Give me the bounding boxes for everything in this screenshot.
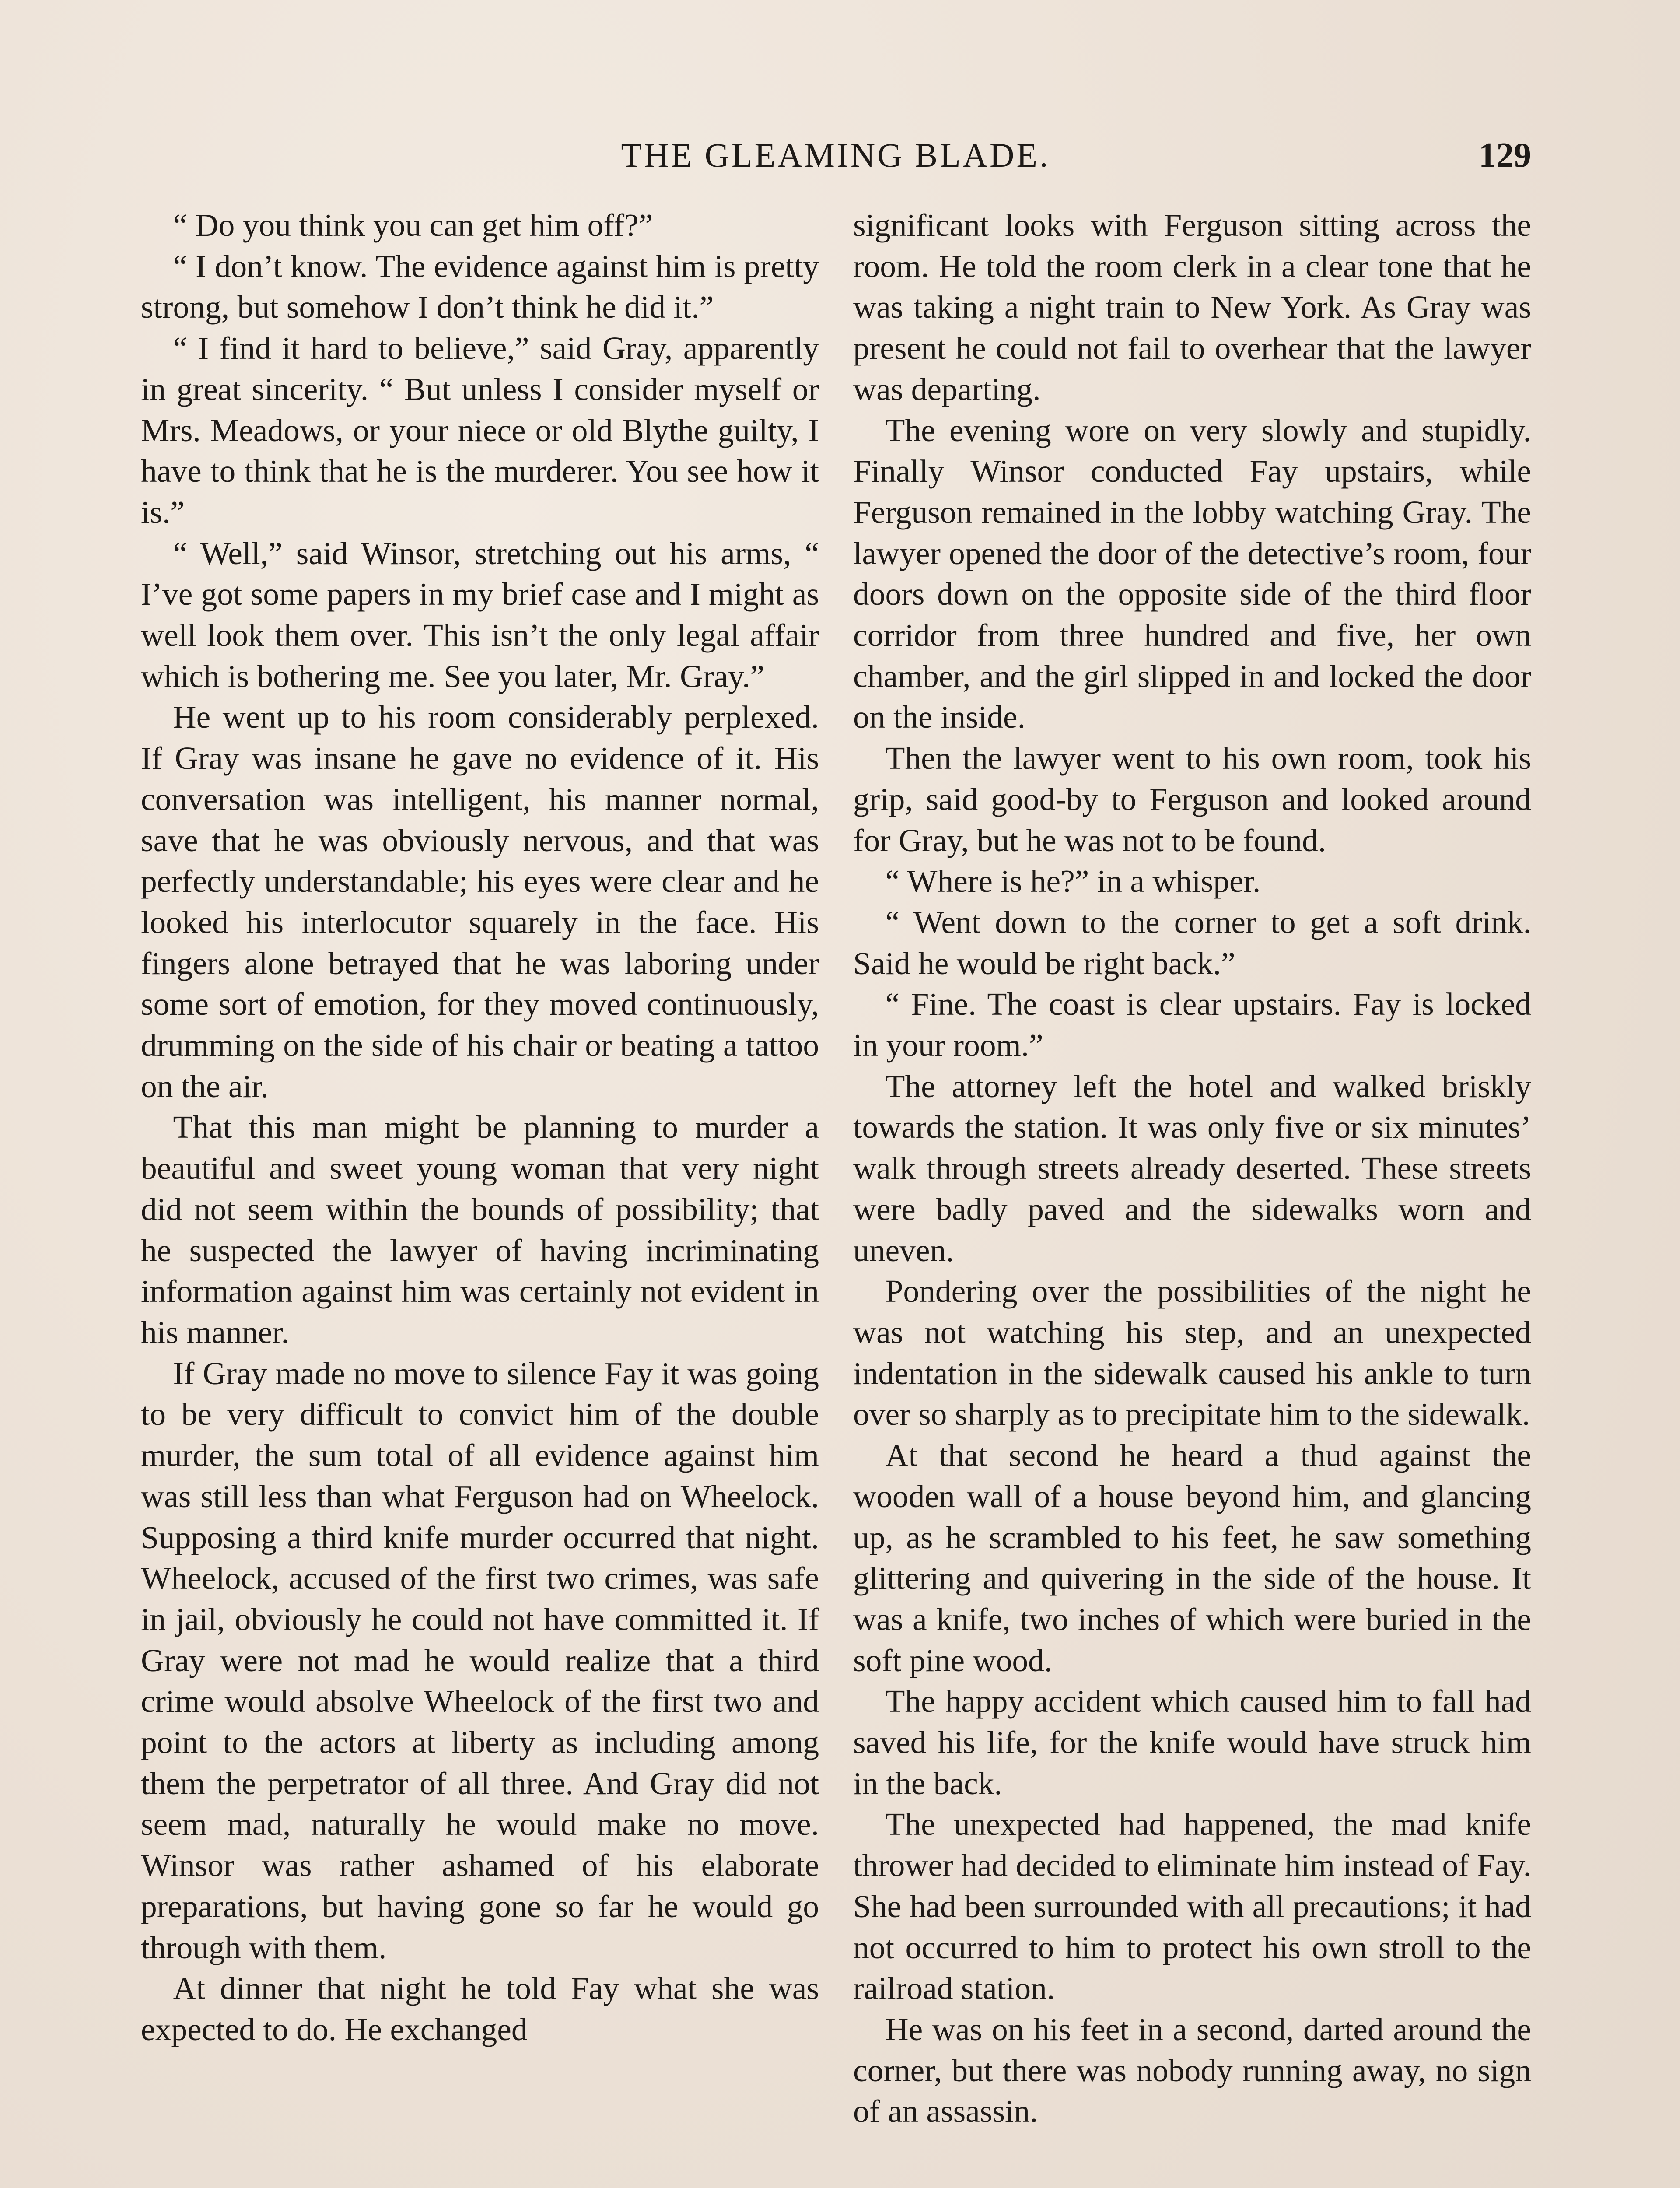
paragraph: “ Well,” said Winsor, stretching out his arms, “ I’ve got some papers in my brief case and I might as well look them over. This isn’t the only legal affair which is bothering me. See you later, Mr. Gray.” xyxy=(141,535,819,694)
paragraph: “ Fine. The coast is clear upstairs. Fay is locked in your room.” xyxy=(853,986,1531,1063)
paragraph: “ I don’t know. The evidence against him is pretty strong, but somehow I don’t think he did it.” xyxy=(141,248,819,325)
paragraph: He was on his feet in a second, darted around the corner, but there was nobody running away, no sign of an assassin. xyxy=(853,2011,1531,2129)
paragraph: “ Where is he?” in a whisper. xyxy=(885,863,1261,899)
paragraph: “ Went down to the corner to get a soft drink. Said he would be right back.” xyxy=(853,904,1531,981)
paragraph: “ I find it hard to believe,” said Gray, apparently in great sincerity. “ But unless I consider myself or Mrs. Meadows, or your niece or old Blythe guilty, I have to think that he is the murderer. You see how it is.” xyxy=(141,330,819,530)
paragraph: The happy accident which caused him to fall had saved his life, for the knife would have struck him in the back. xyxy=(853,1683,1531,1801)
paragraph: Then the lawyer went to his own room, took his grip, said good-by to Ferguson and looked around for Gray, but he was not to be found. xyxy=(853,740,1531,858)
paragraph: The attorney left the hotel and walked briskly towards the station. It was only five or six minutes’ walk through streets already deserted. These streets were badly paved and the sidewalks worn and uneven. xyxy=(853,1068,1531,1268)
paragraph-continued: significant looks with Ferguson sitting across the room. He told the room clerk in a clear tone that he was taking a night train to New York. As Gray was present he could not fail to overhear that the lawyer was departing. xyxy=(853,207,1531,407)
paragraph: At that second he heard a thud against the wooden wall of a house beyond him, and glancing up, as he scrambled to his feet, he saw something glittering and quivering in the side of the house. It was a knife, two inches of which were buried in the soft pine wood. xyxy=(853,1438,1531,1678)
right-column xyxy=(853,205,1531,2132)
paragraph: That this man might be planning to murder a beautiful and sweet young woman that very night did not seem within the bounds of possibility; that he suspected the lawyer of having incriminating information against him was certainly not evident in his manner. xyxy=(141,1109,819,1350)
paragraph: At dinner that night he told Fay what she was expected to do. He exchanged xyxy=(141,1971,819,2047)
left-column xyxy=(141,205,819,2050)
running-header xyxy=(140,131,1531,179)
paragraph: “ Do you think you can get him off?” xyxy=(173,207,653,243)
paragraph: Pondering over the possibilities of the night he was not watching his step, and an unexpected indentation in the sidewalk caused his ankle to turn over so sharply as to precipitate him to the sidewalk. xyxy=(853,1273,1531,1432)
paragraph: He went up to his room considerably perplexed. If Gray was insane he gave no evidence of it. His conversation was intelligent, his manner normal, save that he was obviously nervous, and that was perfectly understandable; his eyes were clear and he looked his interlocutor squarely in the face. His fingers alone betrayed that he was laboring under some sort of emotion, for they moved continuously, drumming on the side of his chair or beating a tattoo on the air. xyxy=(141,699,819,1104)
paragraph: The unexpected had happened, the mad knife thrower had decided to eliminate him instead of Fay. She had been surrounded with all precautions; it had not occurred to him to protect his own stroll to the railroad station. xyxy=(853,1806,1531,2006)
paragraph: If Gray made no move to silence Fay it was going to be very difficult to convict him of the double murder, the sum total of all evidence against him was still less than what Ferguson had on Wheelock. Supposing a third knife murder occurred that night. Wheelock, accused of the first two crimes, was safe in jail, obviously he could not have committed it. If Gray were not mad he would realize that a third crime would absolve Wheelock of the first two and point to the actors at liberty as including among them the perpetrator of all three. And Gray did not seem mad, naturally he would make no move. Winsor was rather ashamed of his elaborate preparations, but having gone so far he would go through with them. xyxy=(141,1355,819,1965)
paragraph: The evening wore on very slowly and stupidly. Finally Winsor conducted Fay upstairs, while Ferguson remained in the lobby watching Gray. The lawyer opened the door of the detective’s room, four doors down on the opposite side of the third floor corridor from three hundred and five, her own chamber, and the girl slipped in and locked the door on the inside. xyxy=(853,412,1531,735)
page-number: 129 xyxy=(1479,136,1531,175)
running-title: THE GLEAMING BLADE. xyxy=(621,136,1050,174)
